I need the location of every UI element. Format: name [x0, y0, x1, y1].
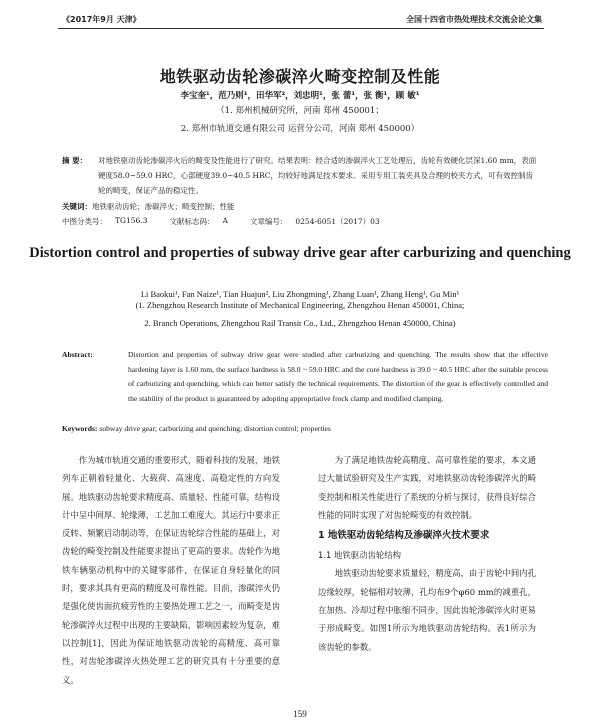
running-header — [62, 10, 542, 28]
running-header-right: 全国十四省市热处理技术交流会论文集 — [406, 14, 542, 24]
article-number-value: 0254-6051（2017）03 — [295, 217, 380, 226]
subsection-paragraph: 地铁驱动齿轮要求质量轻，精度高，由于齿轮中间内孔边缘较厚，轮辐相对较薄，孔均布9个φ60 mm的减重孔，在加热、冷却过程中胀缩不同步，因此齿轮渗碳淬火时更易于形成畸变。如图1所示为地铁驱动齿轮结构。表1所示为该齿轮的参数。 — [318, 568, 536, 652]
clc-label: 中图分类号： — [62, 217, 107, 226]
body-column-left — [62, 451, 280, 689]
title-english: Distortion control and properties of subway drive gear after carburizing and quenching — [29, 245, 571, 261]
keywords-english-label: Keywords: — [62, 424, 98, 433]
doc-code-label: 文献标志码： — [169, 217, 215, 226]
abstract-chinese-text: 对地铁驱动齿轮渗碳淬火后的畸变及性能进行了研究。结果表明：经合适的渗碳淬火工艺处理后，齿轮有效硬化层深1.60 mm，表面硬度58.0~59.0 HRC，心部硬度39.0~40.5 HRC，均较好地满足技术要求。采用专用工装夹具及合理的校夹方式，可有效控制齿轮的畸变，保证产品的稳定性。 — [98, 156, 537, 195]
clc-value: TG156.3 — [115, 216, 148, 225]
keywords-chinese-label: 关键词： — [62, 202, 92, 211]
subsection-heading: 1.1 地铁驱动齿轮结构 — [318, 550, 401, 561]
authors-english: Li Baokui¹, Fan Naize¹, Tian Huajun², Liu Zhongming¹, Zhang Luan¹, Zhang Heng¹, Gu Min¹ — [140, 289, 460, 299]
affiliation-chinese-2: 2. 郑州市轨道交通有限公司 运营分公司，河南 郑州 450000） — [180, 124, 420, 134]
article-number-label: 文章编号： — [249, 217, 288, 226]
abstract-chinese — [62, 153, 540, 198]
header-divider — [58, 28, 544, 29]
title-chinese: 地铁驱动齿轮渗碳淬火畸变控制及性能 — [159, 67, 441, 86]
classification-line — [62, 216, 388, 227]
body-column-right — [318, 451, 536, 656]
keywords-chinese — [62, 201, 540, 212]
intro-paragraph-2: 为了满足地铁齿轮高精度、高可靠性能的要求，本文通过大量试验研究及生产实践，对地铁驱动齿轮渗碳淬火的畸变控制和相关性能进行了系统的分析与探讨，获得良好综合性能的同时实现了对齿轮畸变的有效控制。 — [318, 455, 536, 520]
keywords-chinese-text: 地铁驱动齿轮；渗碳淬火；畸变控制；性能 — [92, 202, 235, 211]
abstract-english-text: Distortion and properties of subway drive gear were studied after carburizing and quenching. The results show that the effective hardening layer is 1.60 mm, the surface hardness is 58.0 ~ 59.0 HRC and the core hardness is 39.0 ~ 40.5 HRC after the suitable process of carburizing and quenching, which can better satisfy the technical requirements. The distortion of the gear is effectively controlled and the stability of the product is guaranteed by adopting appropriative frock clamp and modified clamping. — [128, 350, 548, 403]
abstract-english-label: Abstract: — [62, 350, 93, 359]
running-header-left: 《2017年9月 天津》 — [62, 14, 141, 24]
affiliation-chinese-1: （1. 郑州机械研究所，河南 郑州 450001； — [216, 106, 384, 116]
abstract-english — [62, 348, 548, 406]
affiliation-english-1: (1. Zhengzhou Research Institute of Mechanical Engineering, Zhengzhou Henan 450001, China; — [135, 300, 465, 310]
section-heading: 1 地铁驱动齿轮结构及渗碳淬火技术要求 — [318, 530, 490, 542]
keywords-english-text: subway drive gear; carburizing and quenching; distortion control; properties — [99, 424, 331, 433]
keywords-english — [62, 424, 548, 433]
affiliation-english-2: 2. Branch Operations, Zhengzhou Rail Transit Co., Ltd., Zhengzhou Henan 450000, China) — [144, 318, 456, 328]
page-number: 159 — [293, 709, 307, 719]
intro-paragraph-1: 作为城市轨道交通的重要形式，随着科技的发展，地铁列车正朝着轻量化、大载荷、高速度、高稳定性的方向发展。地铁驱动齿轮要求精度高、质量轻、性能可靠，结构设计中呈中间厚、轮缘薄，工艺加工难度大。其运行中要求正反转、频繁启动制动等，在保证齿轮综合性能的基础上，对齿轮的畸变控制及性能要求提出了更高的要求。齿轮作为地铁车辆驱动机构中的关键零部件，在保证自身轻量化的同时，要求其具有更高的精度及可靠性能。目前，渗碳淬火仍是强化使齿面抗疲劳性的主要热处理工艺之一，而畸变是齿轮渗碳淬火过程中出现的主要缺陷，影响因素较为复杂，难以控制[1]，因此为保证地铁驱动齿轮的高精度、高可靠性，对齿轮渗碳淬火热处理工艺的研究具有十分重要的意义。 — [62, 455, 280, 685]
authors-chinese: 李宝奎¹，范乃则¹，田华军²，刘忠明¹，张 蕾¹，张 衡¹，顾 敏¹ — [180, 91, 420, 101]
abstract-chinese-label: 摘 要： — [62, 156, 88, 165]
doc-code-value: A — [222, 216, 228, 225]
